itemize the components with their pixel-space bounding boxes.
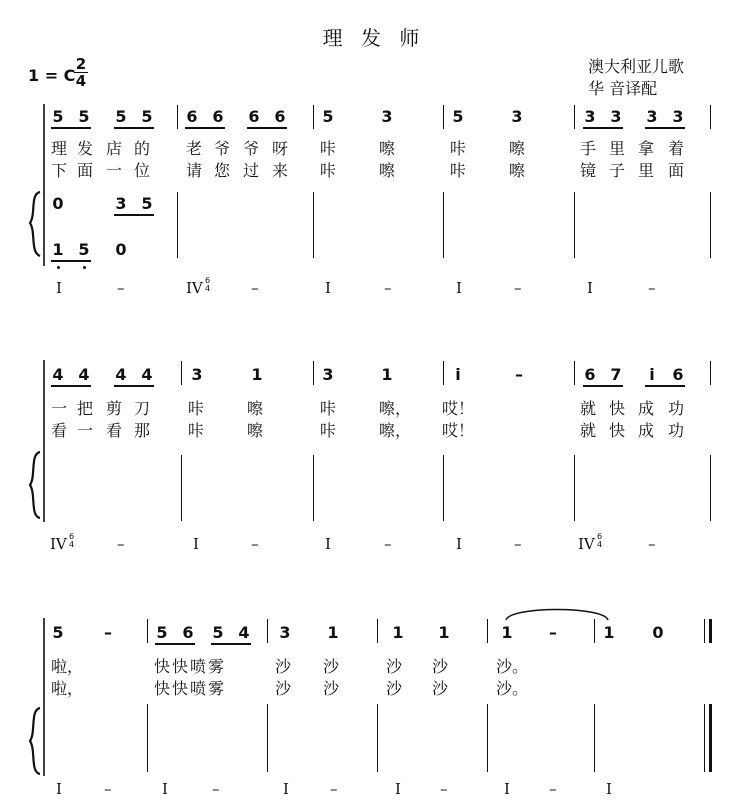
lyric: 手 (580, 139, 597, 158)
lyric: 咔 (320, 421, 337, 440)
beam (114, 385, 154, 387)
barline (574, 455, 575, 521)
note: 3 (610, 107, 622, 126)
lyric: 那 (134, 421, 151, 440)
chord: – (514, 535, 522, 553)
lyric: 快 (154, 657, 171, 676)
lyric: 理 (51, 139, 68, 158)
chord: I (193, 535, 199, 553)
barline (443, 455, 444, 521)
barline (710, 105, 711, 129)
chord: – (384, 279, 392, 297)
lyric: 雾 (208, 679, 225, 698)
note: 5 (156, 623, 168, 642)
beam (185, 127, 225, 129)
composer-credit: 澳大利亚儿歌 (588, 57, 685, 76)
final-barline-thin (704, 619, 705, 643)
chord: IV (578, 535, 595, 553)
barline (181, 455, 182, 521)
barline (377, 704, 378, 772)
chord: IV (186, 279, 203, 297)
beam (114, 214, 154, 216)
lyric: 喷 (190, 679, 207, 698)
accomp-note: 5 (141, 194, 153, 213)
note: 6 (672, 365, 684, 384)
note: 4 (52, 365, 64, 384)
lyric: 拿 (638, 139, 655, 158)
lyric: 嚓 (379, 161, 396, 180)
barline (443, 192, 444, 258)
chord: I (325, 535, 331, 553)
chord: IV (50, 535, 67, 553)
lyric: 咔 (320, 139, 337, 158)
barline (147, 704, 148, 772)
accomp-note: 5 (78, 240, 90, 259)
beam (583, 385, 623, 387)
lyric: 雾 (208, 657, 225, 676)
lyric: 嚓， (379, 421, 412, 440)
time-signature-top: 2 (75, 55, 87, 73)
lyric: 请 (186, 161, 203, 180)
lyric: 沙 (386, 657, 403, 676)
chord: – (514, 279, 522, 297)
lyric: 一 (51, 399, 68, 418)
note: 3 (279, 623, 291, 642)
lyric: 呀 (272, 139, 289, 158)
barline (181, 361, 182, 385)
barline (487, 619, 488, 643)
barline (267, 704, 268, 772)
lyric: 成 (638, 421, 655, 440)
lyric: 一 (106, 161, 123, 180)
lyric: 发 (77, 139, 94, 158)
note: 5 (115, 107, 127, 126)
lyric: 一 (77, 421, 94, 440)
beam (114, 127, 154, 129)
lyric: 剪 (106, 399, 123, 418)
barline (594, 704, 595, 772)
barline (574, 192, 575, 258)
beam (211, 643, 251, 645)
lyric: 快 (609, 399, 626, 418)
lyric: 您 (214, 161, 231, 180)
lyric: 沙 (432, 679, 449, 698)
note: 6 (186, 107, 198, 126)
arranger-credit: 华 音译配 (588, 79, 658, 98)
chord-inversion: 6 4 (69, 532, 75, 549)
note: 6 (248, 107, 260, 126)
note: 1 (381, 365, 393, 384)
note: 0 (652, 623, 664, 642)
chord: I (456, 535, 462, 553)
note: 1 (251, 365, 263, 384)
lyric: 快 (154, 679, 171, 698)
lyric: 的 (134, 139, 151, 158)
lyric: 老 (186, 139, 203, 158)
note: – (104, 623, 112, 642)
lyric: 咔 (188, 421, 205, 440)
lyric: 沙。 (496, 679, 529, 698)
key-signature: 1 = C (28, 66, 76, 85)
lyric: 店 (106, 139, 123, 158)
lyric: 咔 (320, 399, 337, 418)
beam (645, 127, 685, 129)
lyric: 嚓 (509, 161, 526, 180)
note: 7 (610, 365, 622, 384)
note: – (549, 623, 557, 642)
beam (155, 643, 195, 645)
chord: – (212, 780, 220, 798)
note: 4 (141, 365, 153, 384)
accomp-note: 1 (52, 240, 64, 259)
lyric: 啦， (51, 657, 84, 676)
barline (313, 455, 314, 521)
chord: – (330, 780, 338, 798)
lyric: 咔 (188, 399, 205, 418)
lyric: 镜 (580, 161, 597, 180)
lyric: 快 (172, 679, 189, 698)
lyric: 面 (668, 161, 685, 180)
note: 4 (78, 365, 90, 384)
beam (51, 385, 91, 387)
low-octave-dot (57, 266, 60, 269)
chord: I (504, 780, 510, 798)
note: 4 (238, 623, 250, 642)
lyric: 咔 (450, 161, 467, 180)
note: 3 (322, 365, 334, 384)
barline (487, 704, 488, 772)
note: 6 (212, 107, 224, 126)
accomp-note: 3 (115, 194, 127, 213)
barline (147, 619, 148, 643)
lyric: 快 (172, 657, 189, 676)
lyric: 来 (272, 161, 289, 180)
lyric: 把 (77, 399, 94, 418)
note: 5 (322, 107, 334, 126)
chord-inversion: 6 4 (205, 276, 211, 293)
lyric: 啦， (51, 679, 84, 698)
chord: – (384, 535, 392, 553)
lyric: 位 (134, 161, 151, 180)
lyric: 沙 (386, 679, 403, 698)
chord: – (440, 780, 448, 798)
lyric: 咔 (320, 161, 337, 180)
song-title: 理 发 师 (322, 26, 426, 50)
note: 1 (392, 623, 404, 642)
note: 1 (327, 623, 339, 642)
note: 6 (274, 107, 286, 126)
barline (443, 361, 444, 385)
chord: – (251, 279, 259, 297)
note: 5 (141, 107, 153, 126)
note: 5 (52, 107, 64, 126)
barline (574, 105, 575, 129)
lyric: 沙 (323, 657, 340, 676)
barline (574, 361, 575, 385)
barline (710, 455, 711, 521)
beam (51, 260, 91, 262)
barline (710, 361, 711, 385)
chord: I (56, 780, 62, 798)
lyric: 咔 (450, 139, 467, 158)
barline (177, 105, 178, 129)
note: 5 (452, 107, 464, 126)
chord: I (56, 279, 62, 297)
barline (594, 619, 595, 643)
barline (177, 192, 178, 258)
chord: I (606, 780, 612, 798)
chord: – (117, 535, 125, 553)
lyric: 哎！ (442, 399, 475, 418)
note: 3 (672, 107, 684, 126)
chord: I (456, 279, 462, 297)
note: 1 (438, 623, 450, 642)
lyric: 沙 (275, 657, 292, 676)
chord: I (325, 279, 331, 297)
lyric: 就 (580, 399, 597, 418)
lyric: 哎！ (442, 421, 475, 440)
chord: – (648, 279, 656, 297)
lyric: 过 (243, 161, 260, 180)
note: 4 (115, 365, 127, 384)
chord: I (395, 780, 401, 798)
lyric: 下 (51, 161, 68, 180)
final-barline-thick (709, 704, 712, 772)
chord: I (587, 279, 593, 297)
note: – (515, 365, 523, 384)
lyric: 着 (668, 139, 685, 158)
lyric: 快 (609, 421, 626, 440)
chord: – (549, 780, 557, 798)
lyric: 看 (106, 421, 123, 440)
chord: I (162, 780, 168, 798)
lyric: 子 (609, 161, 626, 180)
note: 6 (182, 623, 194, 642)
note: 1 (603, 623, 615, 642)
note: 6 (584, 365, 596, 384)
lyric: 喷 (190, 657, 207, 676)
lyric: 沙。 (496, 657, 529, 676)
barline (443, 105, 444, 129)
lyric: 功 (668, 421, 685, 440)
lyric: 嚓 (247, 399, 264, 418)
lyric: 嚓 (509, 139, 526, 158)
lyric: 就 (580, 421, 597, 440)
lyric: 里 (638, 161, 655, 180)
barline (267, 619, 268, 643)
beam (51, 127, 91, 129)
chord: I (283, 780, 289, 798)
chord: – (104, 780, 112, 798)
note: 3 (191, 365, 203, 384)
final-barline-thin (704, 704, 705, 772)
note: 1 (501, 623, 513, 642)
chord: – (117, 279, 125, 297)
lyric: 功 (668, 399, 685, 418)
barline (710, 192, 711, 258)
note: i (455, 365, 461, 384)
lyric: 刀 (134, 399, 151, 418)
note: 3 (584, 107, 596, 126)
chord: – (251, 535, 259, 553)
lyric: 沙 (323, 679, 340, 698)
beam (645, 385, 685, 387)
barline (313, 105, 314, 129)
barline (377, 619, 378, 643)
accomp-note: 0 (52, 194, 64, 213)
beam (247, 127, 287, 129)
beam (583, 127, 623, 129)
note: 3 (381, 107, 393, 126)
lyric: 嚓 (379, 139, 396, 158)
barline (313, 361, 314, 385)
note: 3 (646, 107, 658, 126)
lyric: 嚓， (379, 399, 412, 418)
lyric: 嚓 (247, 421, 264, 440)
note: 5 (78, 107, 90, 126)
final-barline-thick (709, 619, 712, 643)
lyric: 看 (51, 421, 68, 440)
lyric: 面 (77, 161, 94, 180)
accomp-note: 0 (115, 240, 127, 259)
lyric: 爷 (214, 139, 231, 158)
lyric: 成 (638, 399, 655, 418)
note: 5 (212, 623, 224, 642)
barline (313, 192, 314, 258)
lyric: 爷 (243, 139, 260, 158)
low-octave-dot (83, 266, 86, 269)
lyric: 沙 (275, 679, 292, 698)
lyric: 沙 (432, 657, 449, 676)
note: i (649, 365, 655, 384)
chord: – (648, 535, 656, 553)
chord-inversion: 6 4 (597, 532, 603, 549)
lyric: 里 (609, 139, 626, 158)
note: 3 (511, 107, 523, 126)
time-signature-bottom: 4 (75, 72, 87, 90)
note: 5 (52, 623, 64, 642)
